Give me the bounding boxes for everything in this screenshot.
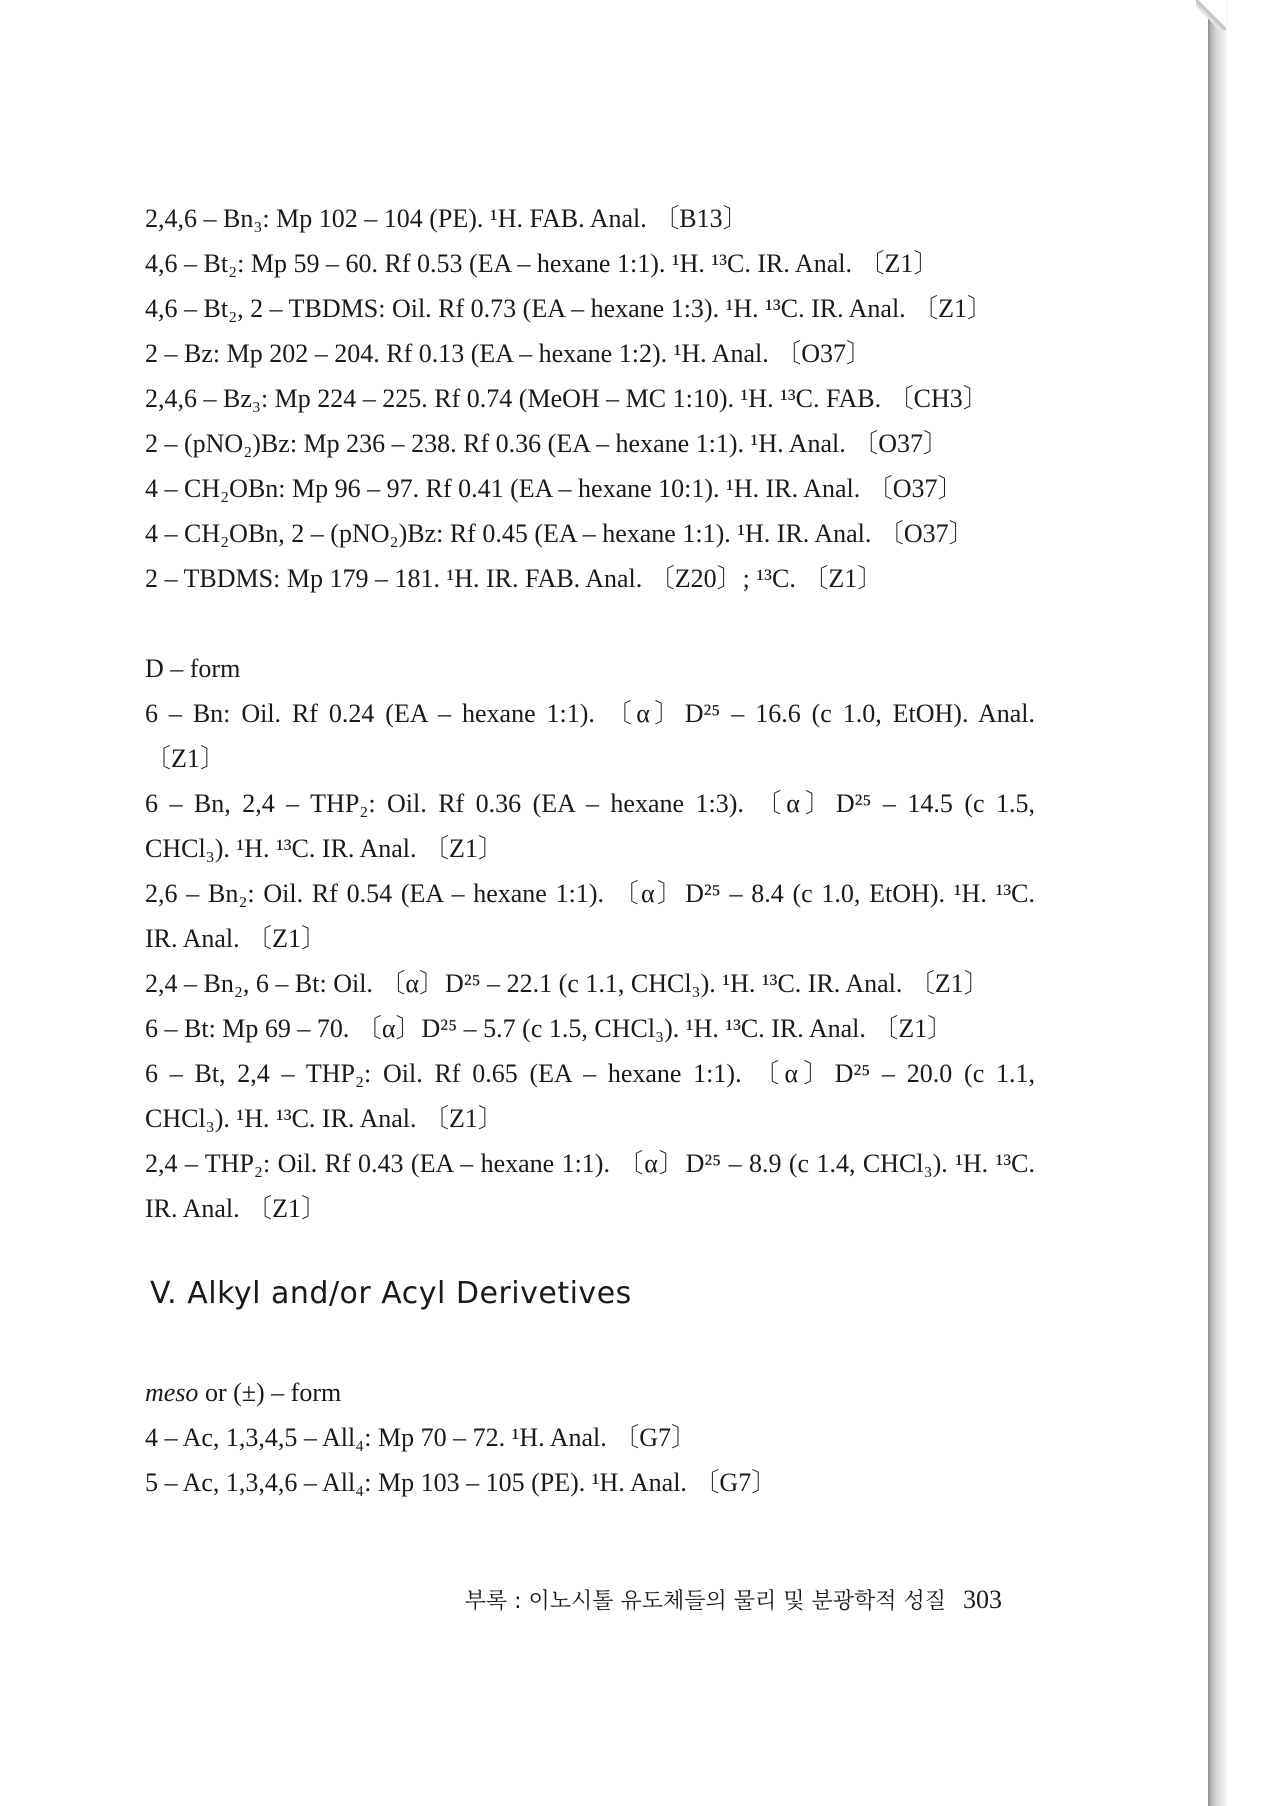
entry-line: 2,4 – Bn₂, 6 – Bt: Oil. 〔α〕D²⁵ – 22.1 (c 1.1, CHCl₃). ¹H. ¹³C. IR. Anal. 〔Z1〕	[145, 969, 990, 998]
footer-title: 부록 : 이노시톨 유도체들의 물리 및 분광학적 성질	[464, 1589, 946, 1614]
page-corner-fold	[1196, 0, 1226, 30]
entry-line: 4 – CH₂OBn, 2 – (pNO₂)Bz: Rf 0.45 (EA – hexane 1:1). ¹H. IR. Anal. 〔O37〕	[145, 519, 975, 548]
page-number: 303	[963, 1585, 1002, 1614]
entry-line: IR. Anal. 〔Z1〕	[145, 1194, 327, 1223]
entry-line: 4,6 – Bt₂: Mp 59 – 60. Rf 0.53 (EA – hexane 1:1). ¹H. ¹³C. IR. Anal. 〔Z1〕	[145, 249, 940, 278]
entry-line: CHCl₃). ¹H. ¹³C. IR. Anal. 〔Z1〕	[145, 834, 504, 863]
entry-line: 5 – Ac, 1,3,4,6 – All₄: Mp 103 – 105 (PE). ¹H. Anal. 〔G7〕	[145, 1468, 778, 1497]
section-heading: V. Alkyl and/or Acyl Derivetives	[150, 1276, 632, 1311]
entry-line: 2 – (pNO₂)Bz: Mp 236 – 238. Rf 0.36 (EA – hexane 1:1). ¹H. Anal. 〔O37〕	[145, 429, 949, 458]
meso-italic: meso	[145, 1378, 199, 1407]
entry-line: 2 – TBDMS: Mp 179 – 181. ¹H. IR. FAB. Anal. 〔Z20〕; ¹³C. 〔Z1〕	[145, 564, 884, 593]
entry-line: 4,6 – Bt₂, 2 – TBDMS: Oil. Rf 0.73 (EA – hexane 1:3). ¹H. ¹³C. IR. Anal. 〔Z1〕	[145, 294, 994, 323]
meso-rest: or (±) – form	[198, 1378, 342, 1407]
entry-line: 2,4 – THP₂: Oil. Rf 0.43 (EA – hexane 1:1). 〔α〕D²⁵ – 8.9 (c 1.4, CHCl₃). ¹H. ¹³C.	[145, 1149, 1035, 1178]
entries-block-secondary	[145, 1370, 1035, 1505]
entry-line: 6 – Bt, 2,4 – THP₂: Oil. Rf 0.65 (EA – hexane 1:1). 〔α〕D²⁵ – 20.0 (c 1.1,	[145, 1059, 1035, 1088]
entry-line: CHCl₃). ¹H. ¹³C. IR. Anal. 〔Z1〕	[145, 1104, 504, 1133]
page-footer	[465, 1584, 1002, 1615]
entry-line: 2,4,6 – Bn₃: Mp 102 – 104 (PE). ¹H. FAB. Anal. 〔B13〕	[145, 204, 749, 233]
entry-line: 6 – Bn, 2,4 – THP₂: Oil. Rf 0.36 (EA – hexane 1:3). 〔α〕D²⁵ – 14.5 (c 1.5,	[145, 789, 1035, 818]
entry-line: 2,6 – Bn₂: Oil. Rf 0.54 (EA – hexane 1:1). 〔α〕D²⁵ – 8.4 (c 1.0, EtOH). ¹H. ¹³C.	[145, 879, 1035, 908]
entry-line: 6 – Bn: Oil. Rf 0.24 (EA – hexane 1:1). 〔α〕D²⁵ – 16.6 (c 1.0, EtOH). Anal.	[145, 699, 1035, 728]
d-form-label: D – form	[145, 654, 241, 683]
entry-line: 4 – CH₂OBn: Mp 96 – 97. Rf 0.41 (EA – hexane 10:1). ¹H. IR. Anal. 〔O37〕	[145, 474, 964, 503]
page-edge-shadow	[1208, 0, 1228, 1806]
meso-form-label	[145, 1370, 1035, 1415]
entry-line: 6 – Bt: Mp 69 – 70. 〔α〕D²⁵ – 5.7 (c 1.5, CHCl₃). ¹H. ¹³C. IR. Anal. 〔Z1〕	[145, 1014, 954, 1043]
entry-line: 2,4,6 – Bz₃: Mp 224 – 225. Rf 0.74 (MeOH – MC 1:10). ¹H. ¹³C. FAB. 〔CH3〕	[145, 384, 989, 413]
entry-line: IR. Anal. 〔Z1〕	[145, 924, 327, 953]
entry-line: 〔Z1〕	[145, 744, 226, 773]
entry-line: 2 – Bz: Mp 202 – 204. Rf 0.13 (EA – hexane 1:2). ¹H. Anal. 〔O37〕	[145, 339, 873, 368]
entry-line: 4 – Ac, 1,3,4,5 – All₄: Mp 70 – 72. ¹H. Anal. 〔G7〕	[145, 1423, 698, 1452]
entries-block-primary	[145, 196, 1035, 1231]
